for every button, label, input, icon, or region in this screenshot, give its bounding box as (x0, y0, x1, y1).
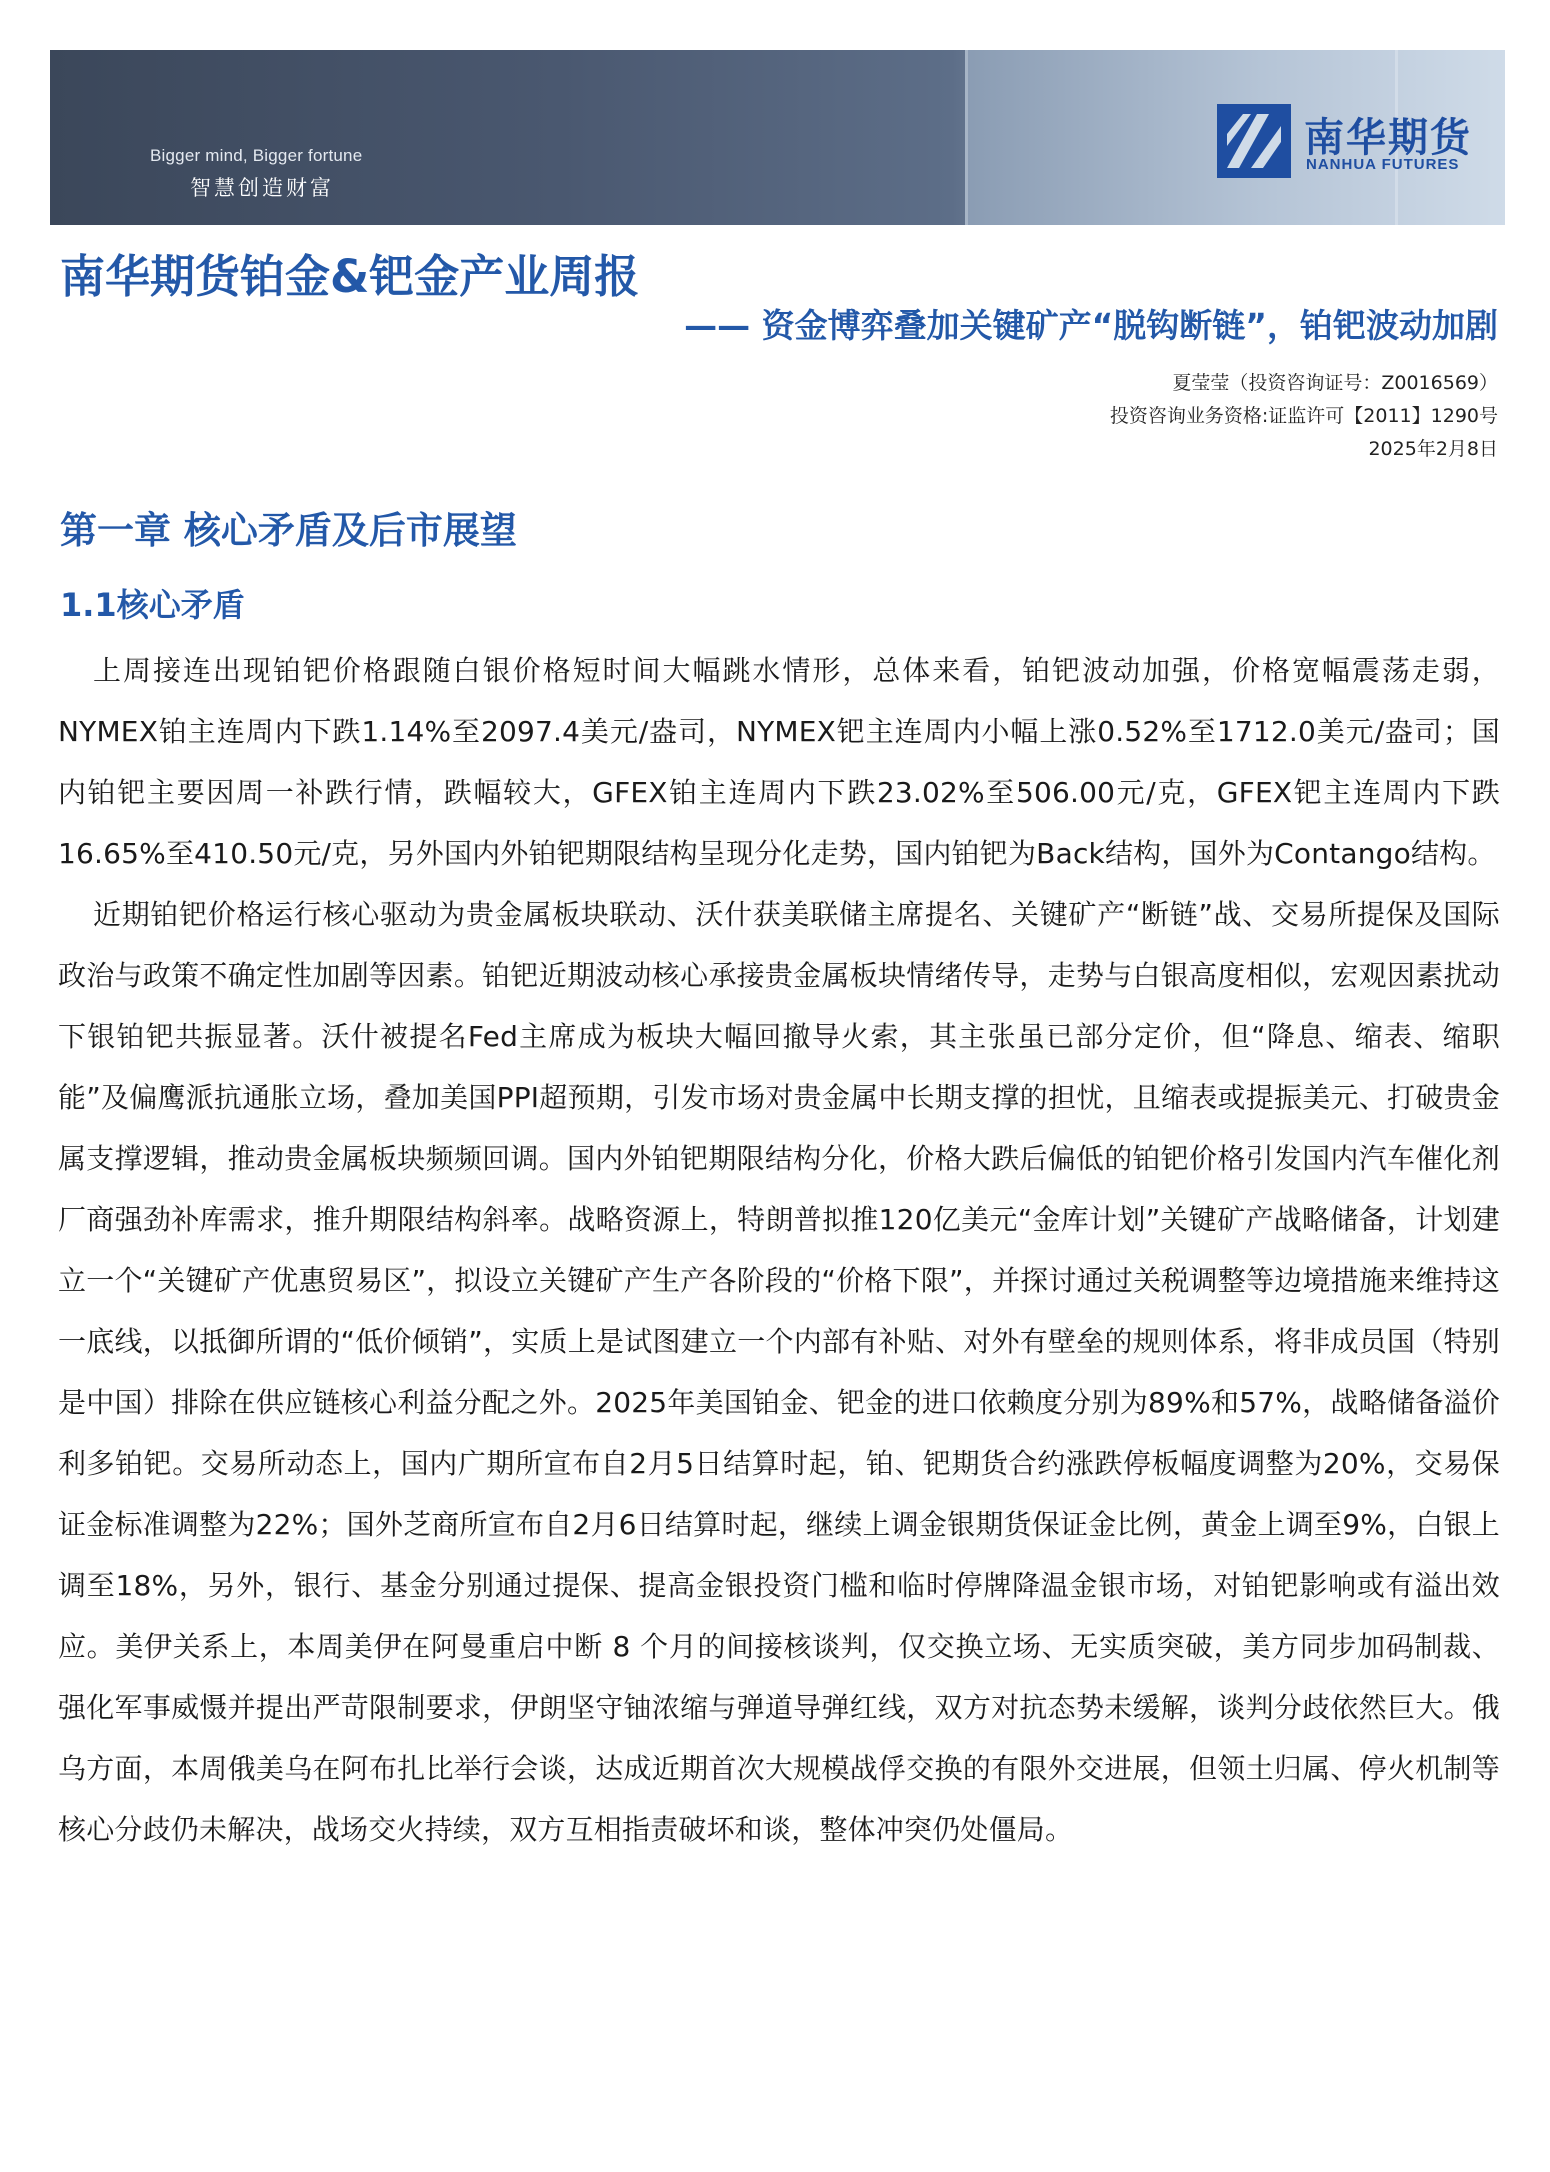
paragraph: 近期铂钯价格运行核心驱动为贵金属板块联动、沃什获美联储主席提名、关键矿产“断链”战、交易所提保及国际政治与政策不确定性加剧等因素。铂钯近期波动核心承接贵金属板块情绪传导，走势与白银高度相似，宏观因素扰动下银铂钯共振显著。沃什被提名Fed主席成为板块大幅回撤导火索，其主张虽已部分定价，但“降息、缩表、缩职能”及偏鹰派抗通胀立场，叠加美国PPI超预期，引发市场对贵金属中长期支撑的担忧，且缩表或提振美元、打破贵金属支撑逻辑，推动贵金属板块频频回调。国内外铂钯期限结构分化，价格大跌后偏低的铂钯价格引发国内汽车催化剂厂商强劲补库需求，推升期限结构斜率。战略资源上，特朗普拟推120亿美元“金库计划”关键矿产战略储备，计划建立一个“关键矿产优惠贸易区”，拟设立关键矿产生产各阶段的“价格下限”，并探讨通过关税调整等边境措施来维持这一底线，以抵御所谓的“低价倾销”，实质上是试图建立一个内部有补贴、对外有壁垒的规则体系，将非成员国（特别是中国）排除在供应链核心利益分配之外。2025年美国铂金、钯金的进口依赖度分别为89%和57%，战略储备溢价利多铂钯。交易所动态上，国内广期所宣布自2月5日结算时起，铂、钯期货合约涨跌停板幅度调整为20%，交易保证金标准调整为22%；国外芝商所宣布自2月6日结算时起，继续上调金银期货保证金比例，黄金上调至9%，白银上调至18%，另外，银行、基金分别通过提保、提高金银投资门槛和临时停牌降温金银市场，对铂钯影响或有溢出效应。美伊关系上，本周美伊在阿曼重启中断 8 个月的间接核谈判，仅交换立场、无实质突破，美方同步加码制裁、强化军事威慑并提出严苛限制要求，伊朗坚守铀浓缩与弹道导弹红线，双方对抗态势未缓解，谈判分歧依然巨大。俄乌方面，本周俄美乌在阿布扎比举行会谈，达成近期首次大规模战俘交换的有限外交进展，但领土归属、停火机制等核心分歧仍未解决，战场交火持续，双方互相指责破坏和谈，整体冲突仍处僵局。 (58, 898, 1500, 1846)
paragraph: 上周接连出现铂钯价格跟随白银价格短时间大幅跳水情形，总体来看，铂钯波动加强，价格宽幅震荡走弱，NYMEX铂主连周内下跌1.14%至2097.4美元/盎司，NYMEX钯主连周内小幅上涨0.52%至1712.0美元/盎司；国内铂钯主要因周一补跌行情，跌幅较大，GFEX铂主连周内下跌23.02%至506.00元/克，GFEX钯主连周内下跌16.65%至410.50元/克，另外国内外铂钯期限结构呈现分化走势，国内铂钯为Back结构，国外为Contango结构。 (58, 654, 1500, 870)
chapter-title: 第一章 核心矛盾及后市展望 (60, 509, 517, 552)
license-line: 投资咨询业务资格:证监许可【2011】1290号 (1109, 405, 1498, 427)
report-title: 南华期货铂金&钯金产业周报 (60, 250, 640, 303)
header-banner (50, 50, 1505, 225)
section-title: 1.1核心矛盾 (60, 586, 245, 624)
body-text (58, 640, 1500, 1860)
slogan-chinese: 智慧创造财富 (190, 176, 334, 200)
logo-text-english: NANHUA FUTURES (1306, 156, 1460, 173)
nanhua-logo-icon (1217, 104, 1291, 178)
slogan-english: Bigger mind, Bigger fortune (150, 146, 363, 165)
banner-divider (965, 50, 968, 225)
report-subtitle: —— 资金博弈叠加关键矿产“脱钩断链”，铂钯波动加剧 (684, 306, 1498, 345)
report-date: 2025年2月8日 (1368, 438, 1498, 460)
logo-text-chinese: 南华期货 (1304, 115, 1472, 161)
author-line: 夏莹莹（投资咨询证号：Z0016569） (1172, 372, 1498, 394)
